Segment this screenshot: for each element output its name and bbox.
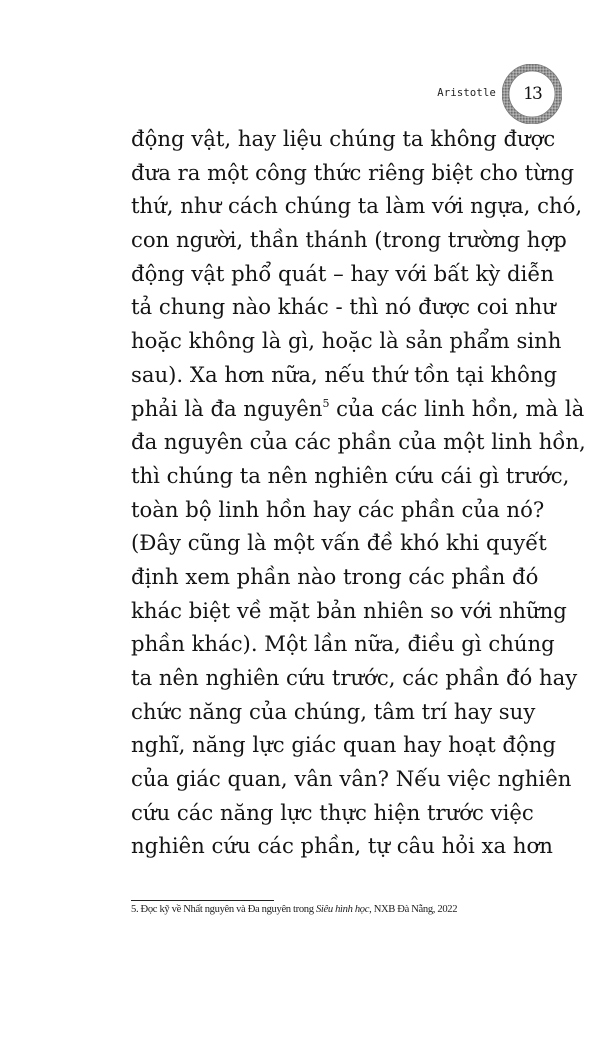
text-segment: phải là đa nguyên — [131, 395, 323, 421]
text-line-with-footnote-ref — [131, 392, 585, 426]
text-line: động vật phổ quát – hay với bất kỳ diễn — [131, 260, 555, 286]
text-line: thứ, như cách chúng ta làm với ngựa, chó, — [131, 193, 583, 219]
footnote-reference[interactable]: 5 — [322, 396, 330, 410]
text-line: toàn bộ linh hồn hay các phần của nó? — [131, 496, 545, 522]
body-paragraph — [131, 122, 586, 863]
text-line: định xem phần nào trong các phần đó — [131, 563, 539, 589]
text-line: khác biệt về mặt bản nhiên so với những — [131, 597, 567, 623]
footnote-divider — [131, 900, 274, 901]
text-line: phần khác). Một lần nữa, điều gì chúng — [131, 631, 555, 657]
text-line: thì chúng ta nên nghiên cứu cái gì trước, — [131, 462, 570, 488]
text-line: nghĩ, năng lực giác quan hay hoạt động — [131, 732, 556, 758]
text-line: nghiên cứu các phần, tự câu hỏi xa hơn — [131, 833, 553, 859]
text-line: hoặc không là gì, hoặc là sản phẩm sinh — [131, 328, 562, 354]
text-line: cứu các năng lực thực hiện trước việc — [131, 799, 534, 825]
footnote-text: Đọc kỹ về Nhất nguyên và Đa nguyên trong — [138, 904, 316, 915]
text-segment: của các linh hồn, mà là — [329, 395, 585, 421]
footnote-publisher: , NXB Đà Nẵng, 2022 — [369, 904, 458, 915]
text-line: của giác quan, vân vân? Nếu việc nghiên — [131, 766, 572, 792]
running-header-title: Aristotle — [437, 87, 496, 99]
page-number: 13 — [523, 84, 541, 104]
text-line: động vật, hay liệu chúng ta không được — [131, 126, 556, 151]
text-line: ta nên nghiên cứu trước, các phần đó hay — [131, 665, 578, 690]
text-line: con người, thần thánh (trong trường hợp — [131, 227, 567, 253]
text-line: đa nguyên của các phần của một linh hồn, — [131, 429, 586, 455]
text-line: đưa ra một công thức riêng biệt cho từng — [131, 159, 575, 185]
footnote-book-title: Siêu hình học — [315, 904, 370, 915]
text-line: chức năng của chúng, tâm trí hay suy — [131, 698, 536, 724]
text-line: tả chung nào khác - thì nó được coi như — [131, 294, 556, 320]
text-line: (Đây cũng là một vấn đề khó khi quyết — [131, 530, 547, 556]
footnote-number: 5. — [131, 904, 139, 915]
footnote — [131, 904, 499, 915]
page-number-badge — [502, 64, 562, 124]
text-line: sau). Xa hơn nữa, nếu thứ tồn tại không — [131, 361, 558, 387]
